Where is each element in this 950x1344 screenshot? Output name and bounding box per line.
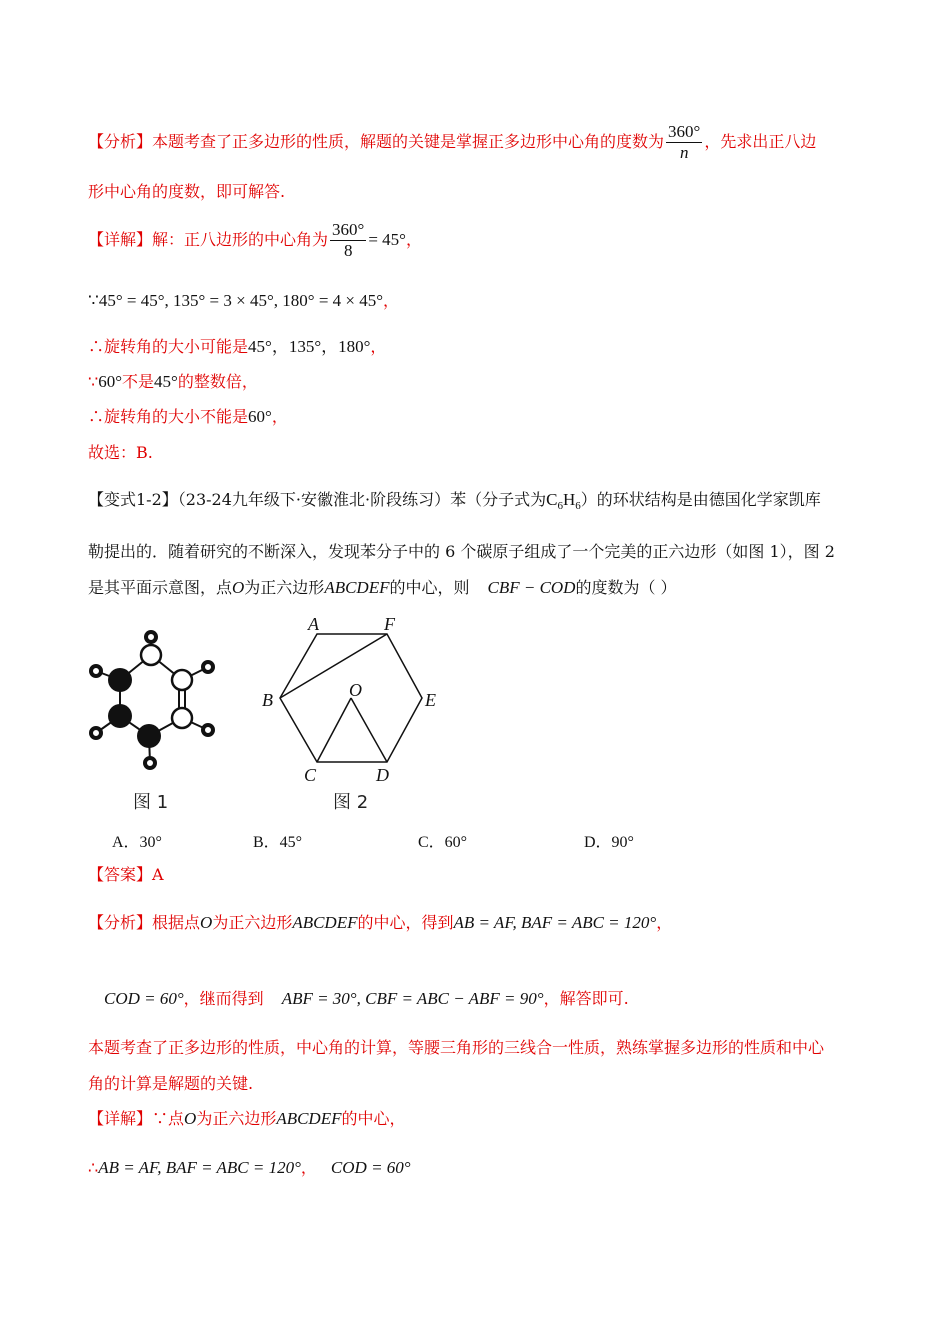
- label-o: O: [349, 680, 362, 700]
- carbon-atom: [141, 645, 161, 665]
- segment-od: [351, 698, 387, 762]
- fraction: $\frac{360^\circ}{n}$: [668, 122, 701, 162]
- option-c[interactable]: C．60°: [418, 834, 468, 851]
- problem-line-1: 【变式1-2】（23-24九年级下·安徽淮北·阶段练习）苯（分子式为$C_6H_6$）的环状结构是由德国化学家凯库: [88, 490, 821, 512]
- detail-1-line-1: 【详解】解：正八边形的中心角为 $\frac{360^\circ}{8}$ = 45°，: [88, 220, 422, 260]
- detail-tag: 【详解】: [88, 230, 153, 249]
- detail-1-line-2: ∵45° = 45°, 135° = 3 × 45°, 180° = 4 × 45°，: [88, 291, 400, 310]
- hydrogen-atom: [203, 725, 213, 735]
- carbon-atom: [108, 704, 132, 728]
- figure-2-caption: 图 2: [333, 792, 369, 813]
- option-a[interactable]: A．30°: [112, 834, 162, 851]
- hydrogen-atom: [203, 662, 213, 672]
- detail-2-line-2: ∴AB = AF, BAF = ABC = 120°， COD = 60°: [88, 1158, 411, 1177]
- analysis-2-line-4: 角的计算是解题的关键.: [88, 1074, 254, 1093]
- analysis-2-line-3: 本题考查了正多边形的性质，中心角的计算，等腰三角形的三线合一性质，熟练掌握多边形的性质和中心: [88, 1038, 825, 1057]
- detail-1-line-3: ∴旋转角的大小可能是45°，135°，180°，: [88, 337, 387, 356]
- problem-line-2: 勒提出的．随着研究的不断深入，发现苯分子中的 6 个碳原子组成了一个完美的正六边形（如图 1），图 2: [88, 542, 835, 561]
- hydrogen-atom: [91, 666, 101, 676]
- analysis-2-line-2: COD = 60°，继而得到 ABF = 30°, CBF = ABC − ABF = 90°，解答即可.: [104, 989, 629, 1008]
- detail-1-line-6: 故选：B.: [88, 443, 153, 462]
- option-d[interactable]: D．90°: [584, 834, 634, 851]
- label-b: B: [262, 690, 273, 710]
- figure-1-caption: 图 1: [133, 792, 169, 813]
- problem-tag: 【变式1-2】: [88, 490, 178, 509]
- hydrogen-atom: [91, 728, 101, 738]
- fraction: $\frac{360^\circ}{8}$: [332, 220, 365, 260]
- benzene-formula: $C_6H_6$: [546, 490, 581, 512]
- hydrogen-atom: [146, 632, 156, 642]
- analysis-1-line-2: 形中心角的度数，即可解答.: [88, 182, 286, 201]
- label-c: C: [304, 765, 317, 785]
- label-d: D: [376, 765, 389, 785]
- analysis-1-line-1: 【分析】本题考查了正多边形的性质，解题的关键是掌握正多边形中心角的度数为 $\frac{360^\circ}{n}$ ，先求出正八边: [88, 122, 817, 162]
- label-a: A: [308, 614, 319, 634]
- detail-1-line-4: ∵60°不是45°的整数倍，: [88, 372, 258, 391]
- carbon-atom: [108, 668, 132, 692]
- figure-1-benzene-diagram: [80, 625, 230, 777]
- segment-bf: [280, 634, 387, 698]
- carbon-atom: [172, 708, 192, 728]
- problem-line-3: 是其平面示意图，点O为正六边形ABCDEF的中心，则 CBF − COD的度数为（ ）: [88, 578, 677, 597]
- analysis-tag: 【分析】: [88, 132, 153, 151]
- detail-2-line-1: 【详解】∵点O为正六边形ABCDEF的中心，: [88, 1109, 406, 1128]
- option-b[interactable]: B．45°: [253, 834, 303, 851]
- segment-co: [317, 698, 351, 762]
- carbon-atom: [172, 670, 192, 690]
- carbon-atom: [137, 724, 161, 748]
- answer-line: 【答案】A: [88, 865, 164, 884]
- analysis-2-line-1: 【分析】根据点O为正六边形ABCDEF的中心，得到AB = AF, BAF = ABC = 120°，: [88, 913, 673, 932]
- label-e: E: [425, 690, 436, 710]
- hydrogen-atom: [145, 758, 155, 768]
- detail-1-line-5: ∴旋转角的大小不能是60°，: [88, 407, 288, 426]
- label-f: F: [384, 614, 395, 634]
- figure-2-hexagon-diagram: [255, 610, 455, 790]
